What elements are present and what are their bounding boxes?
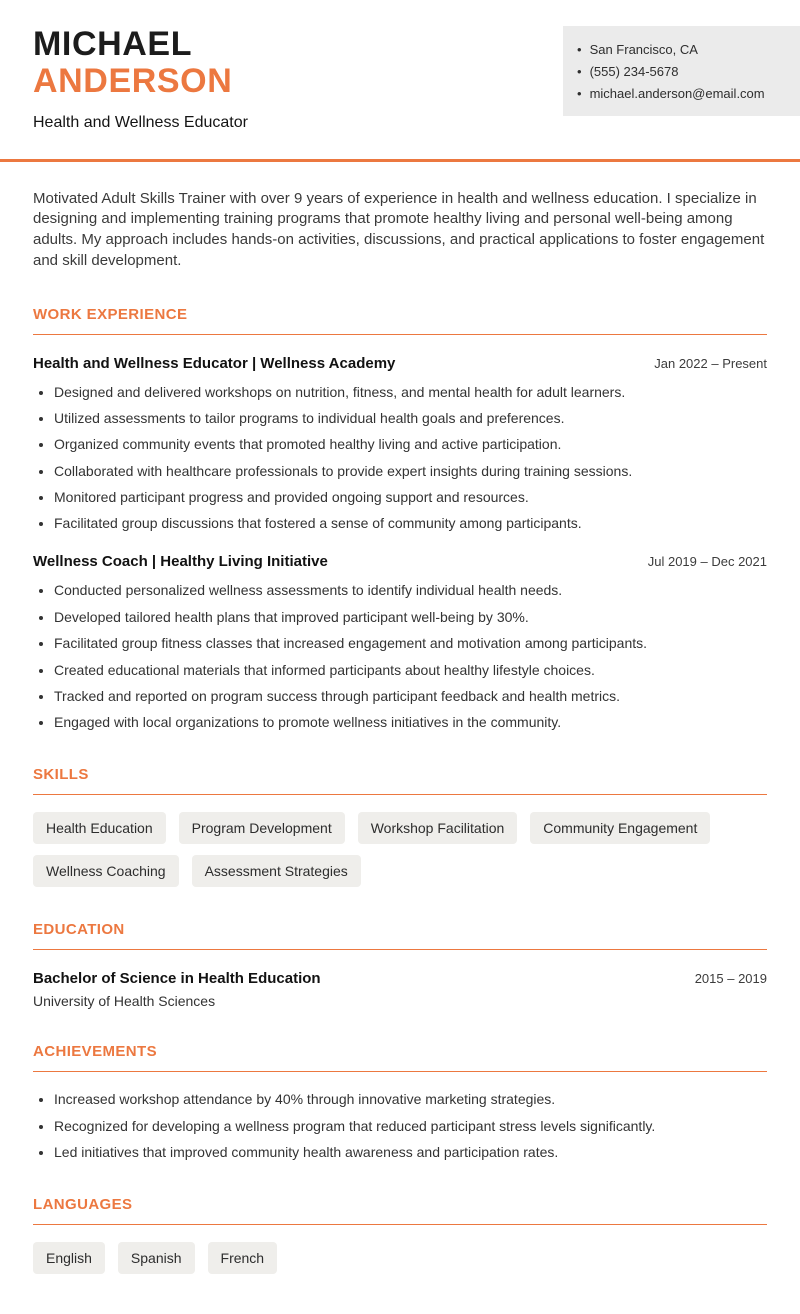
section-divider xyxy=(33,949,767,950)
skills-heading: SKILLS xyxy=(33,766,89,784)
job-bullet: • Engaged with local organizations to promote wellness initiatives in the community. xyxy=(54,713,767,732)
section-education xyxy=(33,921,767,1009)
section-divider xyxy=(33,1224,767,1225)
job-bullet: • Tracked and reported on program success through participant feedback and health metrics. xyxy=(54,687,767,706)
section-work-experience xyxy=(33,306,767,733)
skill-tag: Wellness Coaching xyxy=(33,855,179,887)
job-bullet: • Developed tailored health plans that improved participant well-being by 30%. xyxy=(54,608,767,627)
last-name: ANDERSON xyxy=(33,62,233,101)
contact-phone: • (555) 234-5678 xyxy=(577,60,784,82)
job-bullet-list xyxy=(33,383,767,534)
header-accent-divider xyxy=(0,159,800,162)
job-bullet: • Designed and delivered workshops on nutrition, fitness, and mental health for adult learners. xyxy=(54,383,767,402)
section-divider xyxy=(33,334,767,335)
job-bullet: • Monitored participant progress and provided ongoing support and resources. xyxy=(54,488,767,507)
language-tag: Spanish xyxy=(118,1242,195,1274)
job-bullet: • Utilized assessments to tailor programs to individual health goals and preferences. xyxy=(54,409,767,428)
candidate-job-title: Health and Wellness Educator xyxy=(33,113,248,131)
achievement-bullet: • Led initiatives that improved community health awareness and participation rates. xyxy=(54,1143,767,1162)
skill-tag: Workshop Facilitation xyxy=(358,812,518,844)
school-name: University of Health Sciences xyxy=(33,993,216,1010)
achievements-heading: ACHIEVEMENTS xyxy=(33,1043,157,1061)
contact-email: • michael.anderson@email.com xyxy=(577,82,784,104)
job-bullet: • Conducted personalized wellness assessments to identify individual health needs. xyxy=(54,581,767,600)
job-header xyxy=(33,553,767,570)
job-title: Health and Wellness Educator | Wellness Academy xyxy=(33,354,396,372)
candidate-name xyxy=(33,26,248,101)
work-experience-heading: WORK EXPERIENCE xyxy=(33,305,188,323)
job-bullet: • Collaborated with healthcare professionals to provide expert insights during training sessions. xyxy=(54,462,767,481)
degree-title: Bachelor of Science in Health Education xyxy=(33,970,321,988)
job-bullet: • Facilitated group fitness classes that increased engagement and motivation among participants. xyxy=(54,634,767,653)
first-name: MICHAEL xyxy=(33,25,193,63)
section-languages xyxy=(33,1196,767,1274)
section-divider xyxy=(33,1071,767,1072)
language-tag: English xyxy=(33,1242,105,1274)
job-header xyxy=(33,355,767,372)
education-entry xyxy=(33,970,767,987)
skills-tag-list xyxy=(33,812,767,887)
languages-heading: LANGUAGES xyxy=(33,1195,133,1213)
skill-tag: Program Development xyxy=(179,812,345,844)
education-heading: EDUCATION xyxy=(33,921,125,939)
job-entry xyxy=(33,355,767,534)
job-title: Wellness Coach | Healthy Living Initiative xyxy=(33,553,328,571)
skill-tag: Community Engagement xyxy=(530,812,710,844)
achievement-bullet: • Recognized for developing a wellness program that reduced participant stress levels significantly. xyxy=(54,1117,767,1136)
summary-paragraph: Motivated Adult Skills Trainer with over 9 years of experience in health and wellness education. I specialize in designing and implementing training programs that promote healthy living and personal well-being among adults. My approach includes hands-on activities, discussions, and practical applications to foster engagement and skill development. xyxy=(33,189,765,269)
education-dates: 2015 – 2019 xyxy=(694,971,767,987)
contact-list xyxy=(577,38,784,104)
job-entry xyxy=(33,553,767,732)
section-skills xyxy=(33,766,767,887)
job-bullet: • Organized community events that promoted healthy living and active participation. xyxy=(54,435,767,454)
contact-box xyxy=(563,26,800,116)
section-achievements xyxy=(33,1043,767,1162)
language-tag: French xyxy=(208,1242,278,1274)
job-bullet: • Created educational materials that informed participants about healthy lifestyle choices. xyxy=(54,661,767,680)
section-divider xyxy=(33,794,767,795)
resume-body xyxy=(0,189,800,1314)
job-dates: Jan 2022 – Present xyxy=(654,355,767,371)
job-bullet-list xyxy=(33,581,767,732)
achievements-bullet-list xyxy=(33,1090,767,1162)
job-bullet: • Facilitated group discussions that fostered a sense of community among participants. xyxy=(54,514,767,533)
identity-block xyxy=(33,26,248,132)
skill-tag: Health Education xyxy=(33,812,166,844)
resume-header xyxy=(0,0,800,132)
job-dates: Jul 2019 – Dec 2021 xyxy=(647,554,767,570)
achievement-bullet: • Increased workshop attendance by 40% through innovative marketing strategies. xyxy=(54,1090,767,1109)
skill-tag: Assessment Strategies xyxy=(192,855,361,887)
contact-location: • San Francisco, CA xyxy=(577,38,784,60)
languages-tag-list xyxy=(33,1242,767,1274)
